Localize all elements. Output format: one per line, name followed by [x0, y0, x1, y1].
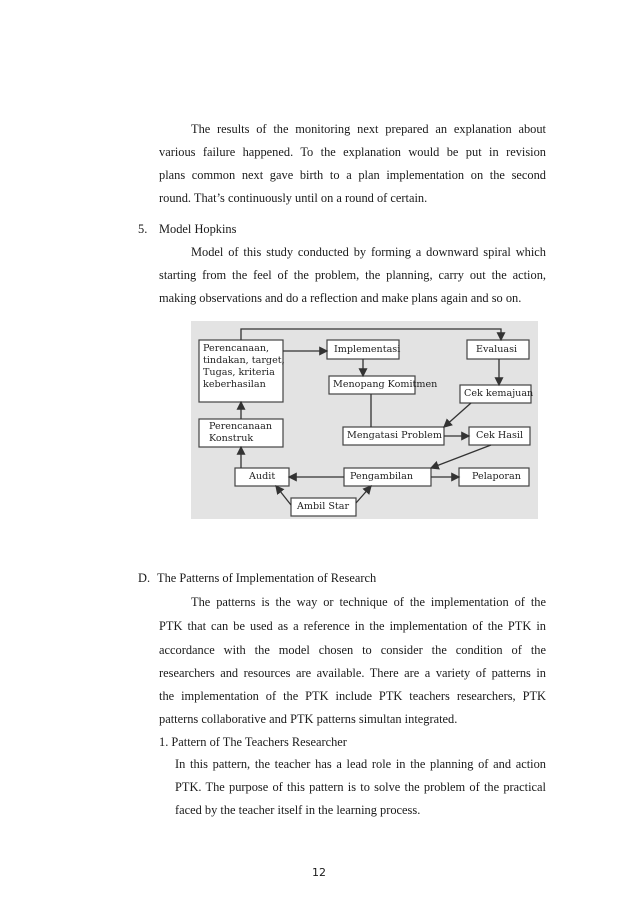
label-konstruk-2: Konstruk — [209, 433, 254, 444]
hopkins-spiral-diagram — [191, 321, 538, 519]
label-cek-kemajuan: Cek kemajuan — [464, 388, 534, 399]
label-perencanaan-3: Tugas, kriteria — [203, 367, 275, 378]
arrow-cek-mengatasi — [444, 403, 471, 427]
section-5-line-2: starting from the feel of the problem, the planning, carry out the action, — [159, 268, 546, 282]
label-mengatasi: Mengatasi Problem — [347, 430, 442, 441]
section-d-line-6: patterns collaborative and PTK patterns simultan integrated. — [159, 712, 458, 726]
subsection-1-title: 1. Pattern of The Teachers Researcher — [159, 735, 347, 749]
label-konstruk-1: Perencanaan — [209, 421, 273, 432]
page-number: 12 — [312, 866, 326, 879]
subsection-1-line-1: In this pattern, the teacher has a lead role in the planning of and action — [175, 757, 546, 771]
section-5-line-1: Model of this study conducted by forming a downward spiral which — [191, 245, 546, 259]
label-perencanaan-1: Perencanaan, — [203, 343, 270, 354]
label-ambil-star: Ambil Star — [297, 501, 350, 512]
arrow-cekhasil-pengambilan — [431, 445, 491, 468]
section-d-letter: D. — [138, 571, 151, 585]
section-d-line-4: researchers and resources are available. There are a variety of patterns in — [159, 666, 546, 680]
section-d-line-5: the implementation of the PTK include PTK teachers researchers, PTK — [159, 689, 546, 703]
label-audit: Audit — [249, 471, 276, 482]
arrow-ambilstar-audit — [276, 486, 291, 505]
section-5-title: Model Hopkins — [159, 222, 237, 236]
intro-line-2: various failure happened. To the explanation would be put in revision — [159, 145, 546, 159]
section-d-line-3: accordance with the model chosen to consider the condition of the — [159, 643, 546, 657]
section-d-line-1: The patterns is the way or technique of the implementation of the — [191, 595, 546, 609]
intro-line-4: round. That’s continuously until on a round of certain. — [159, 191, 428, 205]
label-perencanaan-2: tindakan, target, — [203, 355, 285, 366]
subsection-1-line-3: faced by the teacher itself in the learning process. — [175, 803, 421, 817]
label-evaluasi: Evaluasi — [476, 344, 518, 355]
label-implementasi: Implementasi — [334, 344, 401, 355]
label-pengambilan: Pengambilan — [350, 471, 414, 482]
label-perencanaan-4: keberhasilan — [203, 379, 266, 390]
section-d-line-2: PTK that can be used as a reference in the implementation of the PTK in — [159, 619, 546, 633]
label-pelaporan: Pelaporan — [472, 471, 521, 482]
label-menopang: Menopang Komitmen — [333, 379, 438, 390]
arrow-ambilstar-pengambilan — [356, 486, 371, 503]
intro-line-1: The results of the monitoring next prepared an explanation about — [191, 122, 546, 136]
section-5-line-3: making observations and do a reflection and make plans again and so on. — [159, 291, 522, 305]
label-cek-hasil: Cek Hasil — [476, 430, 524, 441]
section-d-title: The Patterns of Implementation of Research — [157, 571, 377, 585]
intro-line-3: plans common next gave birth to a plan implementation on the second — [159, 168, 546, 182]
section-5-number: 5. — [138, 222, 148, 236]
arrow-top-loop — [241, 329, 501, 340]
subsection-1-line-2: PTK. The purpose of this pattern is to solve the problem of the practical — [175, 780, 546, 794]
